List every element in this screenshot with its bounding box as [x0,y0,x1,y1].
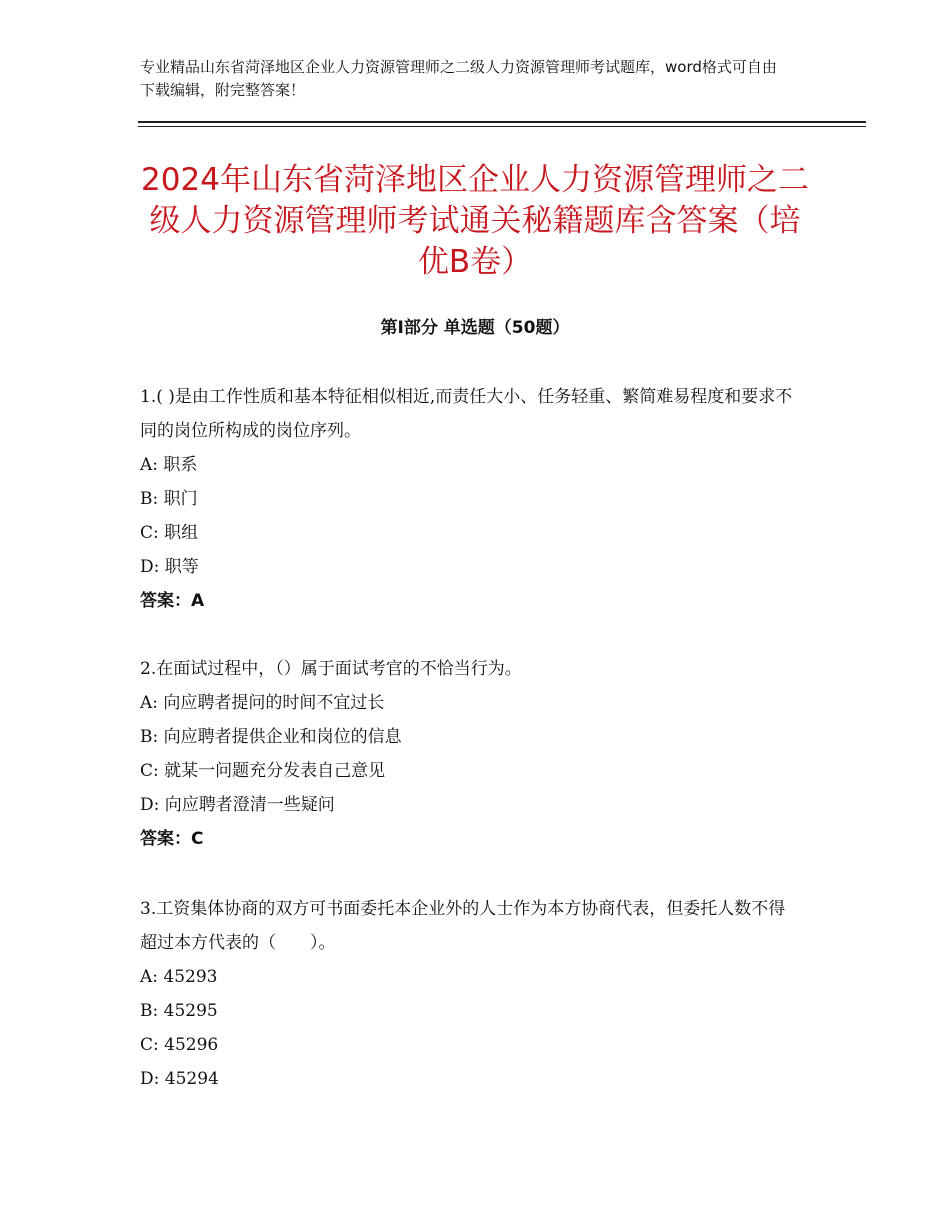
header-divider-thin [138,126,866,127]
question-stem: 1.( )是由工作性质和基本特征相似相近,而责任大小、任务轻重、繁简难易程度和要求不同的岗位所构成的岗位序列。 [140,387,793,441]
document-title: 2024年山东省菏泽地区企业人力资源管理师之二级人力资源管理师考试通关秘籍题库含答案（培优B卷） [141,162,809,280]
header-divider-thick [138,121,866,123]
section-heading: 第Ⅰ部分 单选题（50题） [380,318,570,338]
question-2 [140,652,800,856]
option-c: C: 45296 [140,1035,219,1055]
option-a: A: 45293 [140,967,218,987]
option-b: B: 职门 [140,489,198,509]
answer-line: 答案：A [140,591,205,611]
option-c: C: 就某一问题充分发表自己意见 [140,761,386,781]
option-d: D: 45294 [140,1069,219,1089]
question-stem: 2.在面试过程中，（）属于面试考官的不恰当行为。 [140,659,522,679]
option-c: C: 职组 [140,523,199,543]
question-1 [140,380,800,618]
option-a: A: 向应聘者提问的时间不宜过长 [140,693,385,713]
option-a: A: 职系 [140,455,198,475]
question-3 [140,892,800,1096]
header-note: 专业精品山东省菏泽地区企业人力资源管理师之二级人力资源管理师考试题库，word格式可自由下载编辑，附完整答案！ [140,58,777,99]
option-d: D: 向应聘者澄清一些疑问 [140,795,335,815]
option-b: B: 向应聘者提供企业和岗位的信息 [140,727,402,747]
option-b: B: 45295 [140,1001,218,1021]
question-stem: 3.工资集体协商的双方可书面委托本企业外的人士作为本方协商代表，但委托人数不得超过本方代表的（ ）。 [140,899,786,953]
option-d: D: 职等 [140,557,199,577]
answer-line: 答案：C [140,829,204,849]
